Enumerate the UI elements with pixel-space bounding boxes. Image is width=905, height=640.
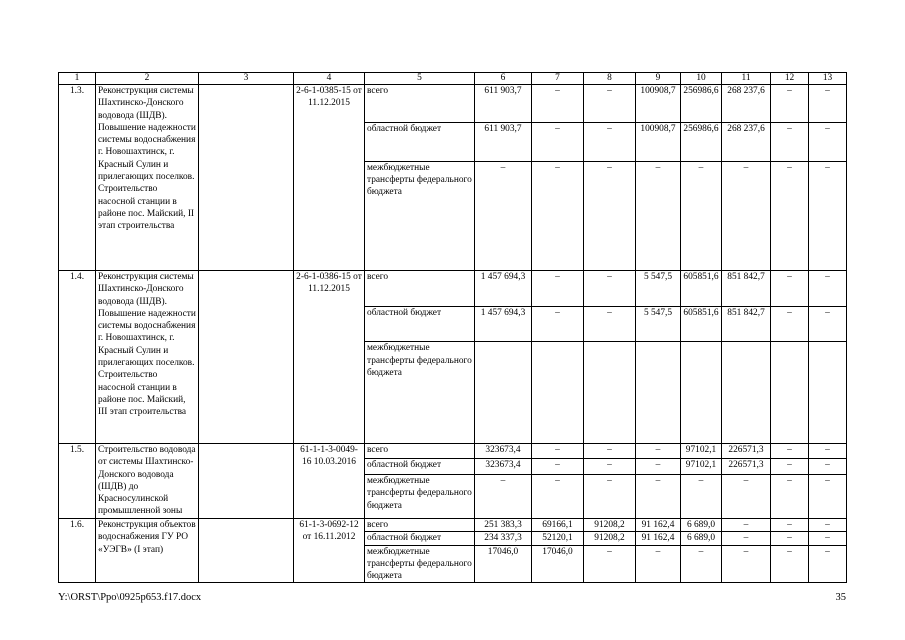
value-cell: 97102,1	[681, 459, 722, 474]
table-row	[59, 271, 847, 307]
value-cell: 605851,6	[681, 306, 722, 342]
value-cell: 17046,0	[532, 545, 584, 583]
value-cell: 1 457 694,3	[475, 306, 532, 342]
value-cell: –	[809, 271, 847, 307]
value-cell: –	[771, 271, 809, 307]
value-cell: –	[584, 444, 636, 459]
project-1-4	[59, 271, 847, 444]
value-cell: –	[532, 123, 584, 161]
value-cell: –	[636, 545, 681, 583]
value-cell: –	[722, 161, 771, 270]
value-cell: –	[584, 123, 636, 161]
value-cell: –	[722, 532, 771, 545]
value-cell: –	[771, 532, 809, 545]
col-header: 9	[636, 73, 681, 85]
value-cell	[636, 342, 681, 444]
value-cell: 6 689,0	[681, 519, 722, 532]
value-cell	[809, 342, 847, 444]
source-label: межбюджетные трансферты федерального бюджета	[365, 161, 475, 270]
header-row	[59, 73, 847, 85]
value-cell: –	[532, 271, 584, 307]
col-header: 12	[771, 73, 809, 85]
value-cell: 1 457 694,3	[475, 271, 532, 307]
value-cell: 6 689,0	[681, 532, 722, 545]
value-cell: 226571,3	[722, 444, 771, 459]
project-1-5	[59, 444, 847, 519]
value-cell: 100908,7	[636, 85, 681, 123]
value-cell: 97102,1	[681, 444, 722, 459]
value-cell: 256986,6	[681, 85, 722, 123]
project-1-3	[59, 85, 847, 271]
value-cell: –	[809, 545, 847, 583]
source-label: областной бюджет	[365, 532, 475, 545]
value-cell: 91208,2	[584, 532, 636, 545]
value-cell: 611 903,7	[475, 85, 532, 123]
value-cell: –	[584, 459, 636, 474]
value-cell: 256986,6	[681, 123, 722, 161]
col-header: 13	[809, 73, 847, 85]
value-cell: 851 842,7	[722, 306, 771, 342]
registration-number: 61-1-1-3-0049-16 10.03.2016	[294, 444, 365, 519]
value-cell: –	[475, 161, 532, 270]
source-label: областной бюджет	[365, 123, 475, 161]
value-cell: –	[771, 306, 809, 342]
table-row	[59, 519, 847, 532]
value-cell: –	[771, 474, 809, 518]
value-cell: 226571,3	[722, 459, 771, 474]
value-cell: 17046,0	[475, 545, 532, 583]
value-cell	[681, 342, 722, 444]
col-header: 1	[59, 73, 96, 85]
col3-cell	[199, 85, 294, 271]
project-name: Строительство водовода от системы Шахтинско-Донского водовода (ШДВ) до Красносулинской промышленной зоны	[96, 444, 199, 519]
value-cell: –	[681, 161, 722, 270]
page-number: 35	[835, 592, 846, 603]
value-cell	[475, 342, 532, 444]
value-cell: –	[771, 444, 809, 459]
value-cell	[771, 342, 809, 444]
value-cell: –	[722, 519, 771, 532]
value-cell: –	[771, 161, 809, 270]
value-cell: –	[636, 161, 681, 270]
value-cell: 234 337,3	[475, 532, 532, 545]
project-1-6	[59, 519, 847, 583]
col-header: 10	[681, 73, 722, 85]
value-cell: –	[771, 85, 809, 123]
value-cell: 611 903,7	[475, 123, 532, 161]
value-cell: 851 842,7	[722, 271, 771, 307]
col-header: 8	[584, 73, 636, 85]
value-cell: 100908,7	[636, 123, 681, 161]
value-cell: 91208,2	[584, 519, 636, 532]
value-cell: –	[722, 474, 771, 518]
value-cell: 69166,1	[532, 519, 584, 532]
value-cell: 268 237,6	[722, 85, 771, 123]
col-header: 2	[96, 73, 199, 85]
col3-cell	[199, 444, 294, 519]
value-cell: 52120,1	[532, 532, 584, 545]
project-name: Реконструкция объектов водоснабжения ГУ РО «УЭГВ» (I этап)	[96, 519, 199, 583]
value-cell: 91 162,4	[636, 519, 681, 532]
file-path: Y:\ORST\Ppo\0925p653.f17.docx	[58, 592, 202, 603]
value-cell: –	[722, 545, 771, 583]
value-cell: –	[771, 519, 809, 532]
value-cell: –	[532, 459, 584, 474]
registration-number: 2-6-1-0385-15 от 11.12.2015	[294, 85, 365, 271]
source-label: всего	[365, 444, 475, 459]
value-cell: –	[532, 161, 584, 270]
registration-number: 2-6-1-0386-15 от 11.12.2015	[294, 271, 365, 444]
col-header: 5	[365, 73, 475, 85]
value-cell: –	[809, 532, 847, 545]
value-cell: 5 547,5	[636, 271, 681, 307]
value-cell: –	[475, 474, 532, 518]
registration-number: 61-1-3-0692-12 от 16.11.2012	[294, 519, 365, 583]
value-cell: –	[771, 459, 809, 474]
value-cell	[722, 342, 771, 444]
col-header: 11	[722, 73, 771, 85]
value-cell: 323673,4	[475, 459, 532, 474]
source-label: всего	[365, 271, 475, 307]
table-row	[59, 444, 847, 459]
value-cell: –	[809, 123, 847, 161]
value-cell: –	[681, 545, 722, 583]
value-cell	[584, 342, 636, 444]
project-name: Реконструкция системы Шахтинско-Донского водовода (ШДВ). Повышение надежности системы водоснабжения г. Новошахтинск, г. Красный Сулин и прилегающих поселков. Строительство насосной станции в районе пос. Майский, III этап строительства	[96, 271, 199, 444]
source-label: областной бюджет	[365, 459, 475, 474]
source-label: межбюджетные трансферты федерального бюджета	[365, 342, 475, 444]
value-cell: –	[809, 519, 847, 532]
value-cell: 268 237,6	[722, 123, 771, 161]
source-label: межбюджетные трансферты федерального бюджета	[365, 545, 475, 583]
source-label: всего	[365, 85, 475, 123]
value-cell: –	[532, 85, 584, 123]
value-cell: –	[809, 161, 847, 270]
col3-cell	[199, 519, 294, 583]
row-number: 1.3.	[59, 85, 96, 271]
value-cell: –	[809, 306, 847, 342]
value-cell: –	[584, 85, 636, 123]
row-number: 1.5.	[59, 444, 96, 519]
value-cell: 605851,6	[681, 271, 722, 307]
row-number: 1.4.	[59, 271, 96, 444]
value-cell: –	[532, 306, 584, 342]
value-cell: –	[771, 123, 809, 161]
value-cell: –	[584, 474, 636, 518]
table-row	[59, 85, 847, 123]
value-cell: 251 383,3	[475, 519, 532, 532]
value-cell: 323673,4	[475, 444, 532, 459]
budget-table	[58, 72, 847, 583]
col-header: 6	[475, 73, 532, 85]
value-cell: –	[681, 474, 722, 518]
value-cell: –	[771, 545, 809, 583]
col-header: 4	[294, 73, 365, 85]
col-header: 7	[532, 73, 584, 85]
value-cell: –	[532, 444, 584, 459]
col-header: 3	[199, 73, 294, 85]
value-cell: –	[584, 161, 636, 270]
source-label: межбюджетные трансферты федерального бюджета	[365, 474, 475, 518]
project-name: Реконструкция системы Шахтинско-Донского водовода (ШДВ). Повышение надежности системы водоснабжения г. Новошахтинск, г. Красный Сулин и прилегающих поселков. Строительство насосной станции в районе пос. Майский, II этап строительства	[96, 85, 199, 271]
value-cell: –	[809, 444, 847, 459]
value-cell: –	[636, 444, 681, 459]
row-number: 1.6.	[59, 519, 96, 583]
source-label: областной бюджет	[365, 306, 475, 342]
value-cell: –	[809, 85, 847, 123]
value-cell: –	[636, 474, 681, 518]
value-cell	[532, 342, 584, 444]
col3-cell	[199, 271, 294, 444]
value-cell: –	[532, 474, 584, 518]
value-cell: –	[636, 459, 681, 474]
value-cell: –	[584, 545, 636, 583]
value-cell: –	[584, 306, 636, 342]
value-cell: 5 547,5	[636, 306, 681, 342]
value-cell: 91 162,4	[636, 532, 681, 545]
value-cell: –	[809, 459, 847, 474]
source-label: всего	[365, 519, 475, 532]
value-cell: –	[584, 271, 636, 307]
value-cell: –	[809, 474, 847, 518]
